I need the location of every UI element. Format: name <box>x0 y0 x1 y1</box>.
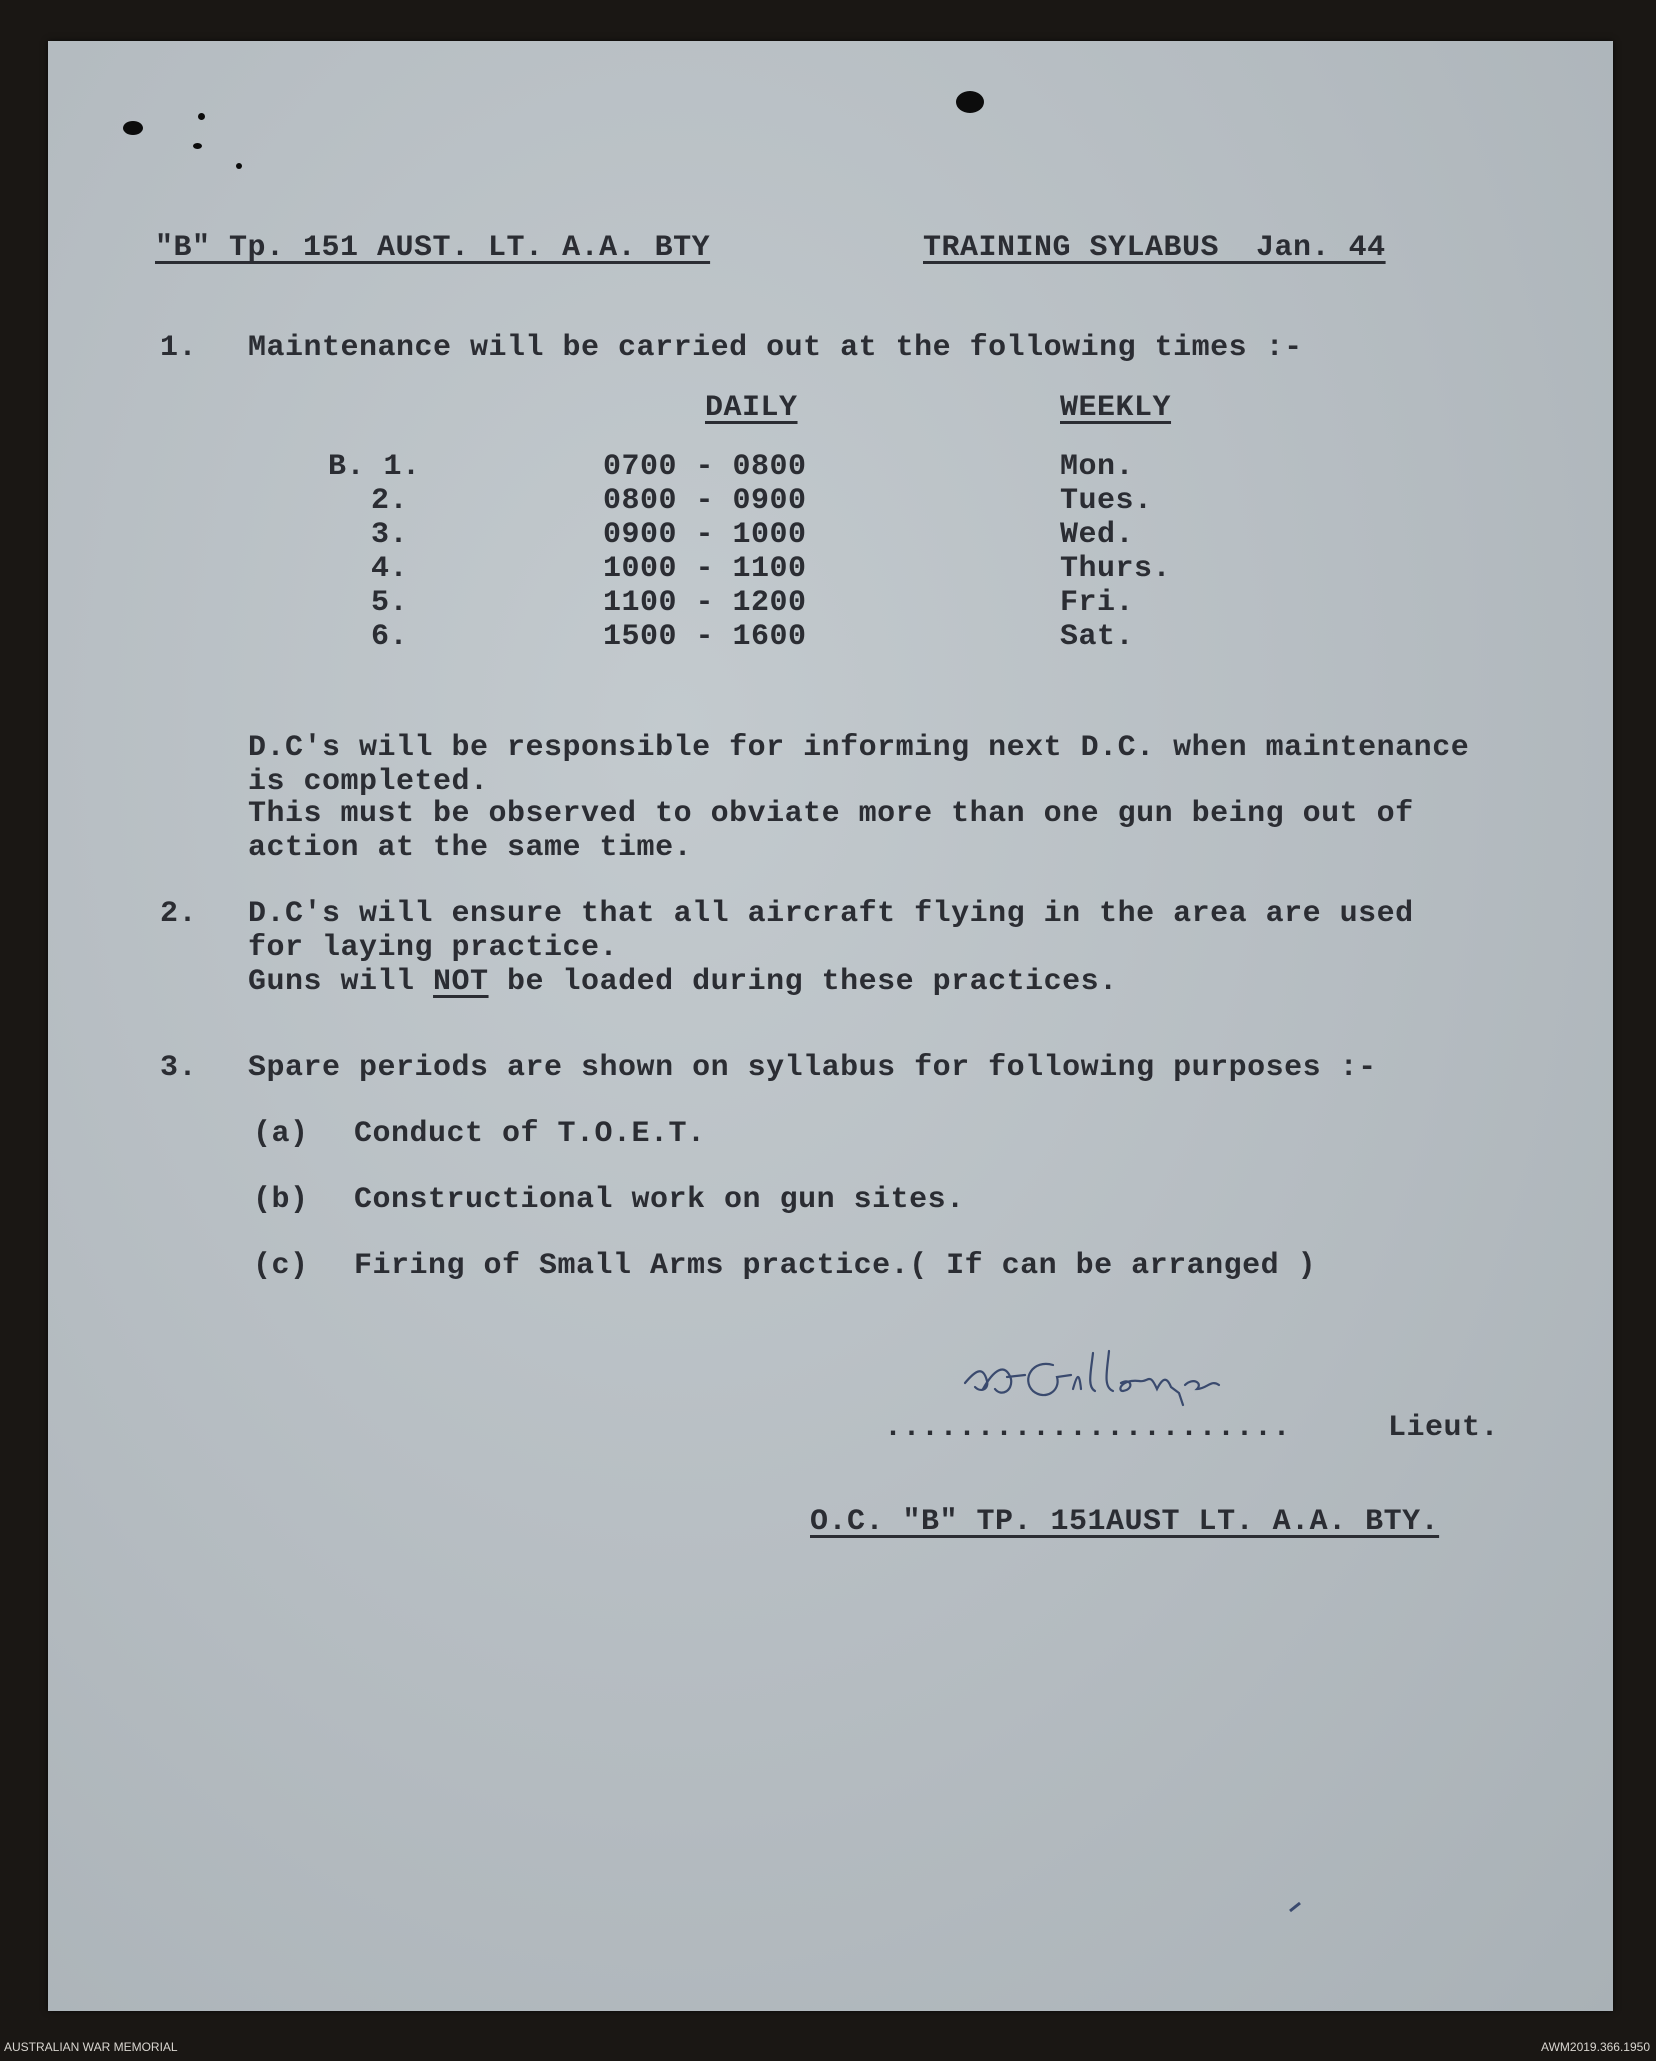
section-number: 3. <box>160 1051 198 1085</box>
section-text: Spare periods are shown on syllabus for following purposes :- <box>248 1051 1377 1085</box>
list-item-label: (c) <box>253 1249 309 1283</box>
section-text: Guns will NOT be loaded during these practices. <box>248 965 1118 999</box>
section-text: for laying practice. <box>248 931 619 965</box>
section-number: 1. <box>160 331 198 365</box>
note-line: This must be observed to obviate more than one gun being out of <box>248 797 1414 831</box>
table-cell-daily: 0800 - 0900 <box>603 484 807 518</box>
archive-credit: AUSTRALIAN WAR MEMORIAL <box>4 2040 178 2054</box>
ink-mark <box>1288 1901 1302 1913</box>
list-item-label: (b) <box>253 1183 309 1217</box>
table-cell-gun: 4. <box>371 552 409 586</box>
ink-speck <box>193 143 202 149</box>
handwritten-signature <box>953 1331 1463 1421</box>
emphasis-not: NOT <box>433 965 489 999</box>
section-text: D.C's will ensure that all aircraft flying in the area are used <box>248 897 1414 931</box>
table-cell-daily: 0900 - 1000 <box>603 518 807 552</box>
table-cell-weekly: Tues. <box>1060 484 1153 518</box>
table-cell-weekly: Thurs. <box>1060 552 1172 586</box>
table-cell-weekly: Fri. <box>1060 586 1135 620</box>
list-item: Constructional work on gun sites. <box>354 1183 965 1217</box>
ink-speck <box>198 113 205 120</box>
column-header-weekly: WEEKLY <box>1060 391 1172 425</box>
signature-rank: Lieut. <box>1388 1411 1500 1445</box>
table-cell-weekly: Mon. <box>1060 450 1135 484</box>
note-line: D.C's will be responsible for informing next D.C. when maintenance <box>248 731 1470 765</box>
table-cell-daily: 0700 - 0800 <box>603 450 807 484</box>
archive-reference: AWM2019.366.1950 <box>1541 2040 1650 2054</box>
table-cell-gun: B. 1. <box>328 450 421 484</box>
signature-office: O.C. "B" TP. 151AUST LT. A.A. BTY. <box>810 1505 1440 1539</box>
table-cell-gun: 6. <box>371 620 409 654</box>
list-item: Firing of Small Arms practice.( If can be arranged ) <box>354 1249 1317 1283</box>
signature-name <box>1076 1341 1081 1342</box>
table-cell-daily: 1000 - 1100 <box>603 552 807 586</box>
punch-hole <box>956 91 984 113</box>
note-line: is completed. <box>248 765 489 799</box>
signature-line: ...................... <box>884 1411 1292 1445</box>
note-line: action at the same time. <box>248 831 693 865</box>
table-cell-gun: 3. <box>371 518 409 552</box>
table-cell-daily: 1100 - 1200 <box>603 586 807 620</box>
section-number: 2. <box>160 897 198 931</box>
column-header-daily: DAILY <box>705 391 798 425</box>
table-cell-daily: 1500 - 1600 <box>603 620 807 654</box>
section-text: Maintenance will be carried out at the following times :- <box>248 331 1303 365</box>
table-cell-weekly: Sat. <box>1060 620 1135 654</box>
list-item: Conduct of T.O.E.T. <box>354 1117 706 1151</box>
ink-speck <box>236 163 242 169</box>
ink-speck <box>123 121 143 135</box>
document-page <box>48 41 1613 2011</box>
unit-heading: "B" Tp. 151 AUST. LT. A.A. BTY <box>155 231 711 265</box>
table-cell-gun: 5. <box>371 586 409 620</box>
document-title: TRAINING SYLABUS Jan. 44 <box>923 231 1386 265</box>
list-item-label: (a) <box>253 1117 309 1151</box>
table-cell-gun: 2. <box>371 484 409 518</box>
table-cell-weekly: Wed. <box>1060 518 1135 552</box>
